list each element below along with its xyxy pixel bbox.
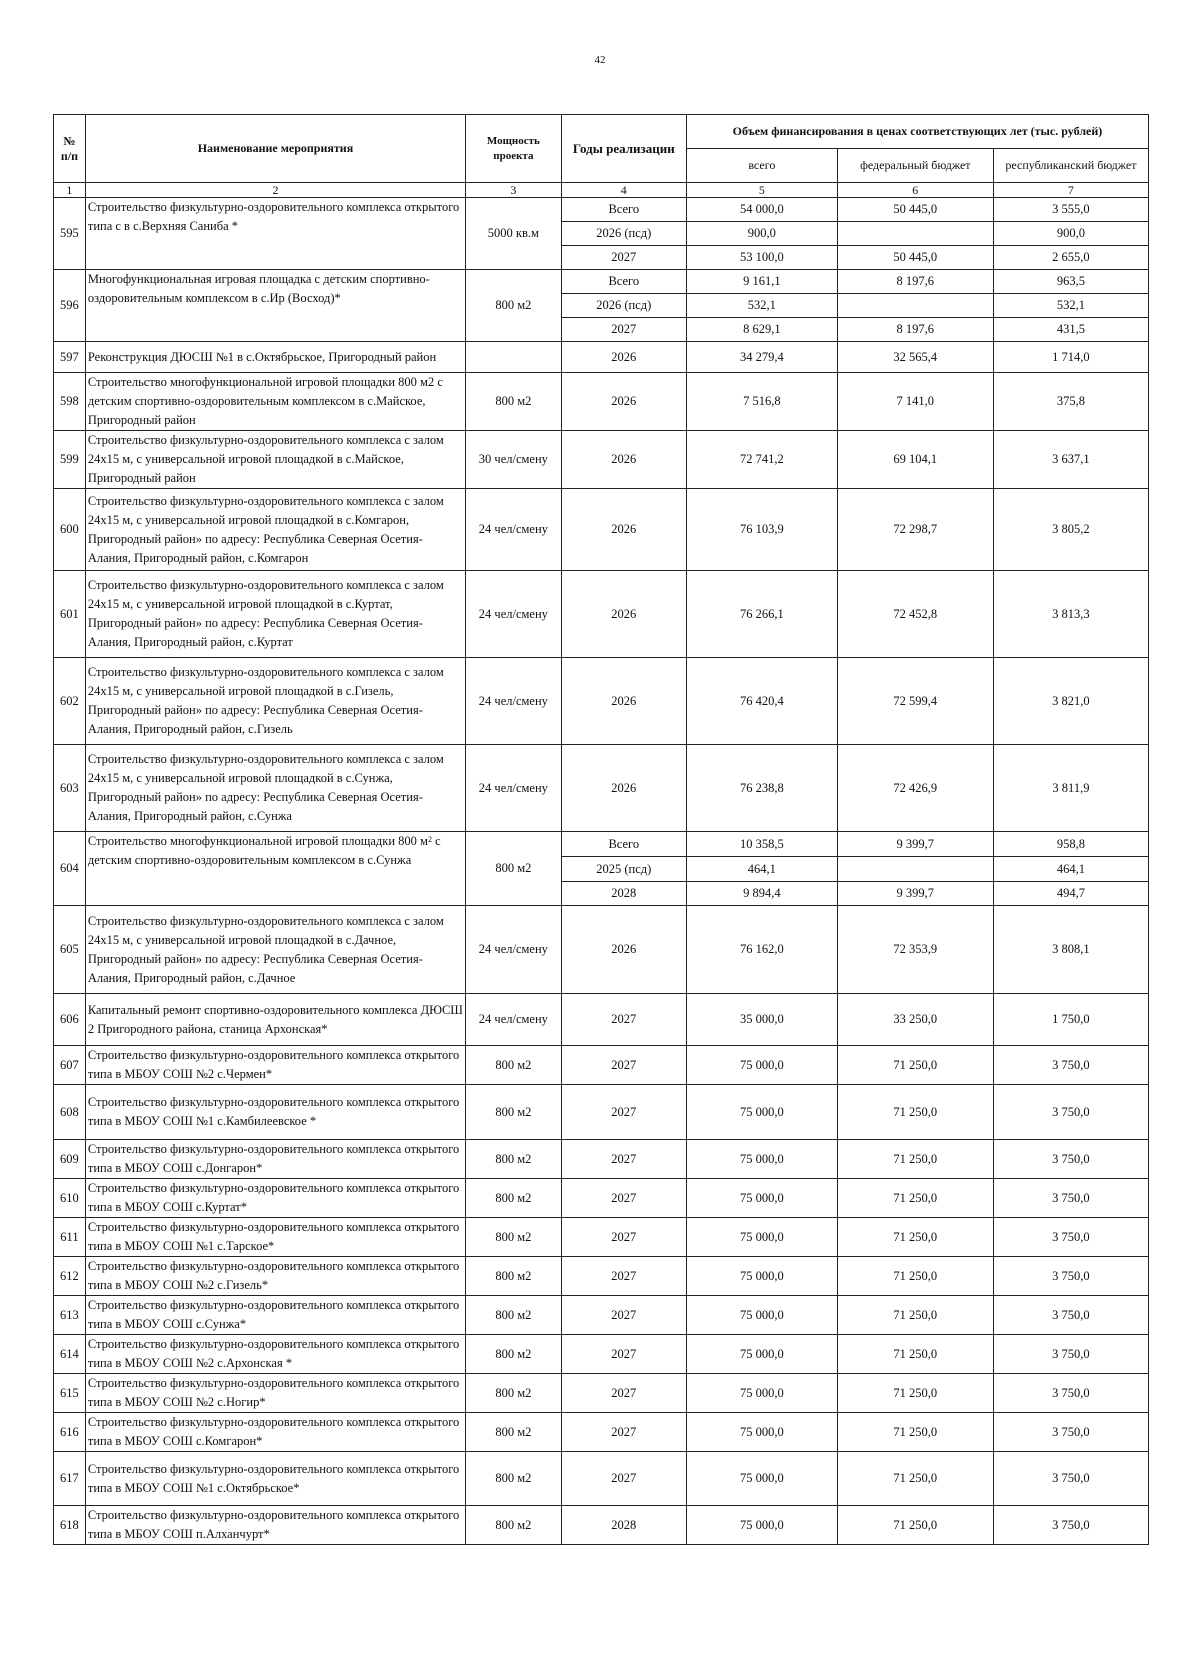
activity-name: Реконструкция ДЮСШ №1 в с.Октябрьское, Пригородный район bbox=[85, 342, 465, 373]
activity-name: Строительство физкультурно-оздоровительного комплекса открытого типа в МБОУ СОШ с.Донгарон* bbox=[85, 1140, 465, 1179]
row-number: 600 bbox=[54, 489, 86, 571]
activity-name: Строительство физкультурно-оздоровительного комплекса открытого типа в МБОУ СОШ с.Куртат* bbox=[85, 1179, 465, 1218]
year: 2027 bbox=[561, 1085, 686, 1140]
total-amount: 75 000,0 bbox=[686, 1335, 837, 1374]
year: 2027 bbox=[561, 1046, 686, 1085]
column-number: 1 bbox=[54, 183, 86, 198]
capacity: 24 чел/смену bbox=[466, 994, 562, 1046]
row-number: 599 bbox=[54, 431, 86, 489]
row-number: 601 bbox=[54, 571, 86, 658]
republic-amount: 1 750,0 bbox=[993, 994, 1148, 1046]
activity-name: Строительство физкультурно-оздоровительного комплекса открытого типа в МБОУ СОШ с.Комгарон* bbox=[85, 1413, 465, 1452]
row-number: 596 bbox=[54, 270, 86, 342]
table-row bbox=[54, 1413, 1149, 1452]
republic-amount: 1 714,0 bbox=[993, 342, 1148, 373]
table-row bbox=[54, 1374, 1149, 1413]
total-amount: 75 000,0 bbox=[686, 1374, 837, 1413]
capacity: 24 чел/смену bbox=[466, 658, 562, 745]
total-amount: 464,1 bbox=[686, 857, 837, 882]
activity-name: Строительство физкультурно-оздоровительного комплекса открытого типа в МБОУ СОШ №1 с.Камбилеевское * bbox=[85, 1085, 465, 1140]
activity-name: Строительство физкультурно-оздоровительного комплекса открытого типа в МБОУ СОШ №1 с.Октябрьское* bbox=[85, 1452, 465, 1506]
table-row bbox=[54, 1179, 1149, 1218]
year: 2027 bbox=[561, 1335, 686, 1374]
capacity: 800 м2 bbox=[466, 832, 562, 906]
republic-amount: 900,0 bbox=[993, 222, 1148, 246]
row-number: 598 bbox=[54, 373, 86, 431]
year: 2026 (псд) bbox=[561, 294, 686, 318]
federal-amount: 50 445,0 bbox=[837, 198, 993, 222]
header-federal: федеральный бюджет bbox=[837, 149, 993, 183]
federal-amount: 71 250,0 bbox=[837, 1452, 993, 1506]
capacity: 24 чел/смену bbox=[466, 906, 562, 994]
federal-amount: 69 104,1 bbox=[837, 431, 993, 489]
year: Всего bbox=[561, 198, 686, 222]
row-number: 611 bbox=[54, 1218, 86, 1257]
year: 2026 bbox=[561, 431, 686, 489]
capacity bbox=[466, 342, 562, 373]
total-amount: 900,0 bbox=[686, 222, 837, 246]
total-amount: 75 000,0 bbox=[686, 1218, 837, 1257]
activity-name bbox=[85, 832, 465, 906]
table-row bbox=[54, 1257, 1149, 1296]
header-total: всего bbox=[686, 149, 837, 183]
total-amount: 75 000,0 bbox=[686, 1179, 837, 1218]
republic-amount: 3 637,1 bbox=[993, 431, 1148, 489]
total-amount: 75 000,0 bbox=[686, 1452, 837, 1506]
activity-name: Строительство физкультурно-оздоровительного комплекса открытого типа в МБОУ СОШ №1 с.Тарское* bbox=[85, 1218, 465, 1257]
table-row bbox=[54, 270, 1149, 294]
row-number: 606 bbox=[54, 994, 86, 1046]
capacity: 24 чел/смену bbox=[466, 489, 562, 571]
row-number: 615 bbox=[54, 1374, 86, 1413]
header-name: Наименование мероприятия bbox=[85, 115, 465, 183]
federal-amount: 72 426,9 bbox=[837, 745, 993, 832]
capacity: 800 м2 bbox=[466, 1374, 562, 1413]
table-row bbox=[54, 745, 1149, 832]
federal-amount: 71 250,0 bbox=[837, 1296, 993, 1335]
year: 2026 bbox=[561, 571, 686, 658]
row-number: 617 bbox=[54, 1452, 86, 1506]
total-amount: 35 000,0 bbox=[686, 994, 837, 1046]
capacity: 800 м2 bbox=[466, 1413, 562, 1452]
total-amount: 76 103,9 bbox=[686, 489, 837, 571]
federal-amount: 71 250,0 bbox=[837, 1140, 993, 1179]
activity-name: Строительство физкультурно-оздоровительного комплекса открытого типа в МБОУ СОШ п.Алханчурт* bbox=[85, 1506, 465, 1545]
year: 2027 bbox=[561, 246, 686, 270]
activity-name: Многофункциональная игровая площадка с детским спортивно-оздоровительным комплексом в с.Ир (Восход)* bbox=[85, 270, 465, 342]
table-row bbox=[54, 1085, 1149, 1140]
table-row bbox=[54, 1218, 1149, 1257]
republic-amount: 3 750,0 bbox=[993, 1335, 1148, 1374]
header-funding: Объем финансирования в ценах соответствующих лет (тыс. рублей) bbox=[686, 115, 1148, 149]
superscript: 2 bbox=[427, 835, 432, 844]
federal-amount: 8 197,6 bbox=[837, 270, 993, 294]
year: 2027 bbox=[561, 318, 686, 342]
federal-amount: 71 250,0 bbox=[837, 1046, 993, 1085]
capacity: 800 м2 bbox=[466, 1140, 562, 1179]
federal-amount: 8 197,6 bbox=[837, 318, 993, 342]
capacity: 800 м2 bbox=[466, 373, 562, 431]
activity-name: Капитальный ремонт спортивно-оздоровительного комплекса ДЮСШ 2 Пригородного района, станица Архонская* bbox=[85, 994, 465, 1046]
federal-amount: 9 399,7 bbox=[837, 882, 993, 906]
federal-amount bbox=[837, 222, 993, 246]
year: 2026 bbox=[561, 489, 686, 571]
federal-amount bbox=[837, 294, 993, 318]
year: 2026 bbox=[561, 658, 686, 745]
year: 2027 bbox=[561, 1218, 686, 1257]
page-number: 42 bbox=[594, 54, 606, 66]
row-number: 603 bbox=[54, 745, 86, 832]
republic-amount: 3 750,0 bbox=[993, 1046, 1148, 1085]
activity-name-part: Строительство многофункциональной игровой площадки 800 м bbox=[87, 834, 428, 848]
table-row bbox=[54, 906, 1149, 994]
activity-name: Строительство физкультурно-оздоровительного комплекса открытого типа в МБОУ СОШ №2 с.Гизель* bbox=[85, 1257, 465, 1296]
year: 2028 bbox=[561, 1506, 686, 1545]
federal-amount: 71 250,0 bbox=[837, 1218, 993, 1257]
capacity: 800 м2 bbox=[466, 1506, 562, 1545]
federal-amount: 33 250,0 bbox=[837, 994, 993, 1046]
republic-amount: 3 555,0 bbox=[993, 198, 1148, 222]
republic-amount: 3 750,0 bbox=[993, 1257, 1148, 1296]
total-amount: 76 162,0 bbox=[686, 906, 837, 994]
republic-amount: 958,8 bbox=[993, 832, 1148, 857]
year: 2027 bbox=[561, 1179, 686, 1218]
activity-name: Строительство физкультурно-оздоровительного комплекса с залом 24х15 м, с универсальной игровой площадкой в с.Дачное, Пригородный район» по адресу: Республика Северная Осетия-Алания, Пригородный район, с.Дачное bbox=[85, 906, 465, 994]
capacity: 800 м2 bbox=[466, 1085, 562, 1140]
table-row bbox=[54, 373, 1149, 431]
republic-amount: 3 750,0 bbox=[993, 1179, 1148, 1218]
row-number: 604 bbox=[54, 832, 86, 906]
year: 2026 bbox=[561, 342, 686, 373]
capacity: 800 м2 bbox=[466, 1335, 562, 1374]
row-number: 597 bbox=[54, 342, 86, 373]
republic-amount: 3 750,0 bbox=[993, 1506, 1148, 1545]
row-number: 608 bbox=[54, 1085, 86, 1140]
total-amount: 76 266,1 bbox=[686, 571, 837, 658]
activity-name: Строительство физкультурно-оздоровительного комплекса открытого типа в МБОУ СОШ с.Сунжа* bbox=[85, 1296, 465, 1335]
republic-amount: 3 808,1 bbox=[993, 906, 1148, 994]
federal-amount: 72 599,4 bbox=[837, 658, 993, 745]
federal-amount bbox=[837, 857, 993, 882]
year: 2027 bbox=[561, 1452, 686, 1506]
table-row bbox=[54, 431, 1149, 489]
federal-amount: 72 298,7 bbox=[837, 489, 993, 571]
table-header bbox=[54, 115, 1149, 198]
table-row bbox=[54, 832, 1149, 857]
row-number: 613 bbox=[54, 1296, 86, 1335]
table-row bbox=[54, 342, 1149, 373]
activity-name: Строительство физкультурно-оздоровительного комплекса открытого типа в МБОУ СОШ №2 с.Чермен* bbox=[85, 1046, 465, 1085]
table-row bbox=[54, 571, 1149, 658]
funding-table bbox=[53, 114, 1149, 1545]
capacity: 800 м2 bbox=[466, 1296, 562, 1335]
row-number: 616 bbox=[54, 1413, 86, 1452]
total-amount: 53 100,0 bbox=[686, 246, 837, 270]
total-amount: 34 279,4 bbox=[686, 342, 837, 373]
federal-amount: 71 250,0 bbox=[837, 1374, 993, 1413]
federal-amount: 72 452,8 bbox=[837, 571, 993, 658]
total-amount: 75 000,0 bbox=[686, 1140, 837, 1179]
capacity: 30 чел/смену bbox=[466, 431, 562, 489]
table-body bbox=[54, 198, 1149, 1545]
row-number: 618 bbox=[54, 1506, 86, 1545]
capacity: 800 м2 bbox=[466, 270, 562, 342]
year: 2025 (псд) bbox=[561, 857, 686, 882]
row-number: 609 bbox=[54, 1140, 86, 1179]
federal-amount: 32 565,4 bbox=[837, 342, 993, 373]
republic-amount: 3 750,0 bbox=[993, 1218, 1148, 1257]
capacity: 800 м2 bbox=[466, 1046, 562, 1085]
republic-amount: 3 821,0 bbox=[993, 658, 1148, 745]
column-number: 6 bbox=[837, 183, 993, 198]
total-amount: 54 000,0 bbox=[686, 198, 837, 222]
federal-amount: 72 353,9 bbox=[837, 906, 993, 994]
capacity: 800 м2 bbox=[466, 1452, 562, 1506]
republic-amount: 3 750,0 bbox=[993, 1296, 1148, 1335]
republic-amount: 3 750,0 bbox=[993, 1140, 1148, 1179]
year: 2027 bbox=[561, 1374, 686, 1413]
table-row bbox=[54, 1452, 1149, 1506]
year: 2026 bbox=[561, 373, 686, 431]
column-number: 7 bbox=[993, 183, 1148, 198]
republic-amount: 3 811,9 bbox=[993, 745, 1148, 832]
republic-amount: 3 750,0 bbox=[993, 1413, 1148, 1452]
total-amount: 75 000,0 bbox=[686, 1046, 837, 1085]
activity-name: Строительство физкультурно-оздоровительного комплекса открытого типа в МБОУ СОШ №2 с.Ногир* bbox=[85, 1374, 465, 1413]
total-amount: 10 358,5 bbox=[686, 832, 837, 857]
column-number: 4 bbox=[561, 183, 686, 198]
total-amount: 75 000,0 bbox=[686, 1506, 837, 1545]
federal-amount: 71 250,0 bbox=[837, 1085, 993, 1140]
row-number: 605 bbox=[54, 906, 86, 994]
table-row bbox=[54, 1296, 1149, 1335]
federal-amount: 71 250,0 bbox=[837, 1506, 993, 1545]
republic-amount: 3 813,3 bbox=[993, 571, 1148, 658]
year: 2028 bbox=[561, 882, 686, 906]
year: 2026 bbox=[561, 745, 686, 832]
total-amount: 7 516,8 bbox=[686, 373, 837, 431]
total-amount: 75 000,0 bbox=[686, 1257, 837, 1296]
header-num: № п/п bbox=[54, 115, 86, 183]
column-number-row bbox=[54, 183, 1149, 198]
table-row bbox=[54, 1506, 1149, 1545]
republic-amount: 2 655,0 bbox=[993, 246, 1148, 270]
row-number: 595 bbox=[54, 198, 86, 270]
year: 2027 bbox=[561, 1140, 686, 1179]
capacity: 800 м2 bbox=[466, 1179, 562, 1218]
year: 2026 (псд) bbox=[561, 222, 686, 246]
activity-name: Строительство физкультурно-оздоровительного комплекса с залом 24х15 м, с универсальной игровой площадкой в с.Комгарон, Пригородный район» по адресу: Республика Северная Осетия-Алания, Пригородный район, с.Комгарон bbox=[85, 489, 465, 571]
total-amount: 8 629,1 bbox=[686, 318, 837, 342]
total-amount: 75 000,0 bbox=[686, 1296, 837, 1335]
republic-amount: 464,1 bbox=[993, 857, 1148, 882]
republic-amount: 532,1 bbox=[993, 294, 1148, 318]
federal-amount: 71 250,0 bbox=[837, 1257, 993, 1296]
total-amount: 76 420,4 bbox=[686, 658, 837, 745]
row-number: 610 bbox=[54, 1179, 86, 1218]
federal-amount: 71 250,0 bbox=[837, 1335, 993, 1374]
year: 2026 bbox=[561, 906, 686, 994]
activity-name: Строительство физкультурно-оздоровительного комплекса с залом 24х15 м, с универсальной игровой площадкой в с.Гизель, Пригородный район» по адресу: Республика Северная Осетия-Алания, Пригородный район, с.Гизель bbox=[85, 658, 465, 745]
column-number: 2 bbox=[85, 183, 465, 198]
capacity: 24 чел/смену bbox=[466, 571, 562, 658]
federal-amount: 7 141,0 bbox=[837, 373, 993, 431]
total-amount: 72 741,2 bbox=[686, 431, 837, 489]
activity-name: Строительство физкультурно-оздоровительного комплекса с залом 24х15 м, с универсальной игровой площадкой в с.Майское, Пригородный район bbox=[85, 431, 465, 489]
activity-name: Строительство физкультурно-оздоровительного комплекса с залом 24х15 м, с универсальной игровой площадкой в с.Куртат, Пригородный район» по адресу: Республика Северная Осетия-Алания, Пригородный район, с.Куртат bbox=[85, 571, 465, 658]
total-amount: 9 161,1 bbox=[686, 270, 837, 294]
header-years: Годы реализации bbox=[561, 115, 686, 183]
federal-amount: 71 250,0 bbox=[837, 1179, 993, 1218]
republic-amount: 375,8 bbox=[993, 373, 1148, 431]
table-row bbox=[54, 1046, 1149, 1085]
total-amount: 76 238,8 bbox=[686, 745, 837, 832]
activity-name: Строительство физкультурно-оздоровительного комплекса открытого типа с в с.Верхняя Саниба * bbox=[85, 198, 465, 270]
year: 2027 bbox=[561, 994, 686, 1046]
row-number: 614 bbox=[54, 1335, 86, 1374]
activity-name: Строительство физкультурно-оздоровительного комплекса открытого типа в МБОУ СОШ №2 с.Архонская * bbox=[85, 1335, 465, 1374]
republic-amount: 3 750,0 bbox=[993, 1085, 1148, 1140]
row-number: 607 bbox=[54, 1046, 86, 1085]
year: 2027 bbox=[561, 1296, 686, 1335]
total-amount: 532,1 bbox=[686, 294, 837, 318]
republic-amount: 3 750,0 bbox=[993, 1374, 1148, 1413]
republic-amount: 494,7 bbox=[993, 882, 1148, 906]
federal-amount: 9 399,7 bbox=[837, 832, 993, 857]
header-republic: республиканский бюджет bbox=[993, 149, 1148, 183]
capacity: 800 м2 bbox=[466, 1257, 562, 1296]
activity-name-part: с детским спортивно-оздоровительным комплексом в с.Сунжа bbox=[87, 834, 441, 867]
capacity: 5000 кв.м bbox=[466, 198, 562, 270]
row-number: 612 bbox=[54, 1257, 86, 1296]
total-amount: 75 000,0 bbox=[686, 1413, 837, 1452]
year: 2027 bbox=[561, 1257, 686, 1296]
activity-name: Строительство многофункциональной игровой площадки 800 м2 с детским спортивно-оздоровительным комплексом в с.Майское, Пригородный район bbox=[85, 373, 465, 431]
table-row bbox=[54, 658, 1149, 745]
capacity: 800 м2 bbox=[466, 1218, 562, 1257]
table-row bbox=[54, 489, 1149, 571]
capacity: 24 чел/смену bbox=[466, 745, 562, 832]
column-number: 5 bbox=[686, 183, 837, 198]
republic-amount: 963,5 bbox=[993, 270, 1148, 294]
table-row bbox=[54, 198, 1149, 222]
federal-amount: 71 250,0 bbox=[837, 1413, 993, 1452]
total-amount: 75 000,0 bbox=[686, 1085, 837, 1140]
header-capacity: Мощность проекта bbox=[466, 115, 562, 183]
year: 2027 bbox=[561, 1413, 686, 1452]
republic-amount: 431,5 bbox=[993, 318, 1148, 342]
year: Всего bbox=[561, 832, 686, 857]
table-row bbox=[54, 1335, 1149, 1374]
column-number: 3 bbox=[466, 183, 562, 198]
republic-amount: 3 805,2 bbox=[993, 489, 1148, 571]
row-number: 602 bbox=[54, 658, 86, 745]
republic-amount: 3 750,0 bbox=[993, 1452, 1148, 1506]
table-row bbox=[54, 1140, 1149, 1179]
year: Всего bbox=[561, 270, 686, 294]
federal-amount: 50 445,0 bbox=[837, 246, 993, 270]
total-amount: 9 894,4 bbox=[686, 882, 837, 906]
activity-name: Строительство физкультурно-оздоровительного комплекса с залом 24х15 м, с универсальной игровой площадкой в с.Сунжа, Пригородный район» по адресу: Республика Северная Осетия-Алания, Пригородный район, с.Сунжа bbox=[85, 745, 465, 832]
table-row bbox=[54, 994, 1149, 1046]
